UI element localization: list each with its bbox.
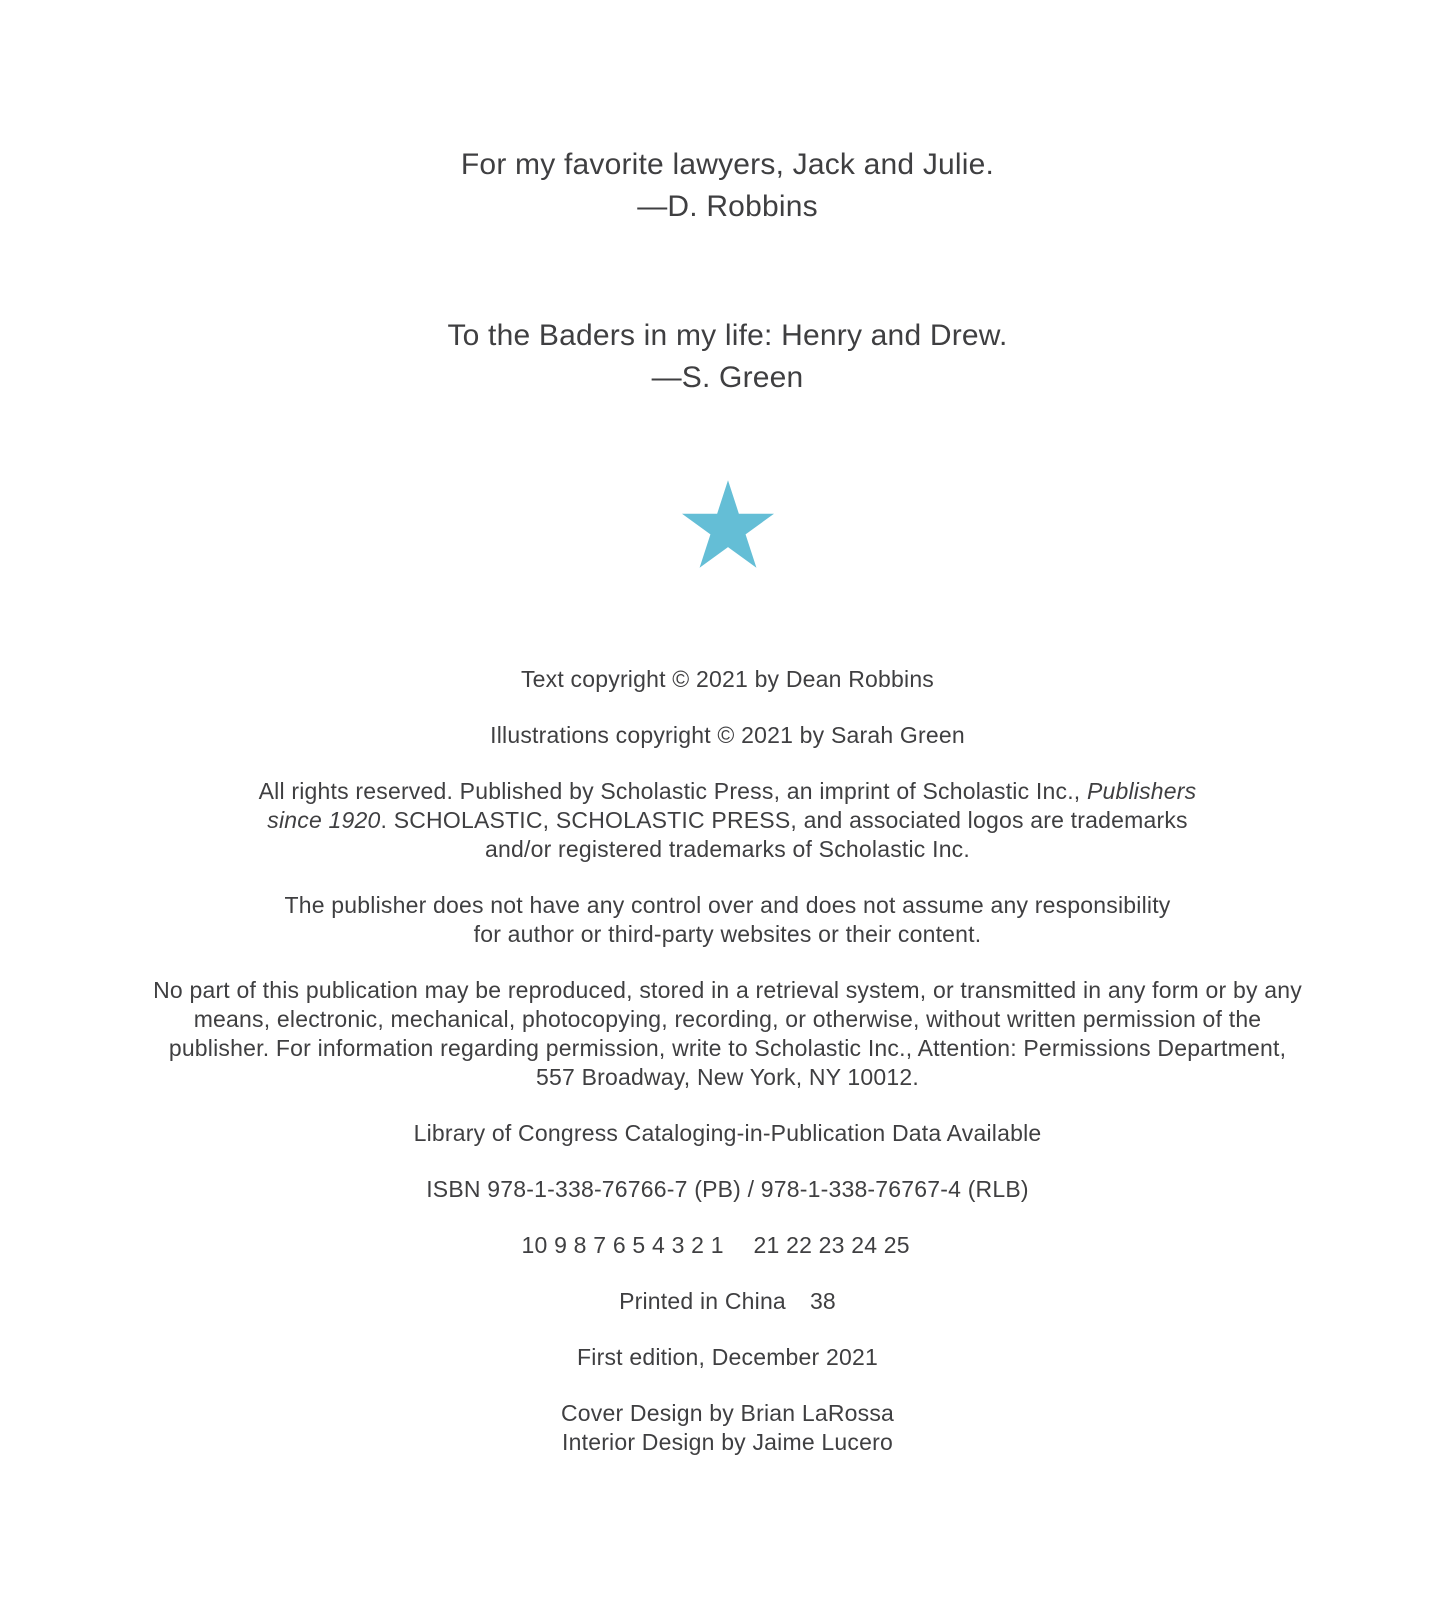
year-line: 21 22 23 24 25 [753, 1232, 910, 1258]
isbn: ISBN 978-1-338-76766-7 (PB) / 978-1-338-76767-4 (RLB) [426, 1176, 1029, 1202]
reproduction-notice: No part of this publication may be reproduced, stored in a retrieval system, or transmitted in any form or by any means, electronic, mechanical, photocopying, recording, or otherwise, without written permission of the publisher. For information regarding permission, write to Scholastic Inc., Attention: Permissions Department, 557 Broadway, New York, NY 10012. [153, 977, 1302, 1090]
copyright-block [0, 665, 1455, 1457]
dedication-text: To the Baders in my life: Henry and Drew. [447, 319, 1008, 352]
printed-code: 38 [809, 1288, 836, 1314]
rights-text-part2: . SCHOLASTIC, SCHOLASTIC PRESS, and associated logos are trademarks and/or registered trademarks of Scholastic Inc. [380, 807, 1188, 862]
edition: First edition, December 2021 [577, 1344, 878, 1370]
dedication-signature: —S. Green [651, 361, 804, 394]
dedication-green [0, 315, 1455, 399]
printed-in [0, 1287, 1455, 1316]
dedication-robbins [0, 144, 1455, 228]
cip-data: Library of Congress Cataloging-in-Publication Data Available [413, 1120, 1042, 1146]
star-icon [682, 480, 774, 568]
rights-text-part1: All rights reserved. Published by Scholastic Press, an imprint of Scholastic Inc., [258, 778, 1087, 804]
printing-numbers [0, 1231, 1455, 1260]
publisher-disclaimer: The publisher does not have any control over and does not assume any responsibility for author or third-party websites or their content. [284, 892, 1171, 947]
printing-line: 10 9 8 7 6 5 4 3 2 1 [521, 1232, 724, 1258]
printed-in-country: Printed in China [619, 1288, 786, 1314]
rights-italic-tagline: Publishers since 1920 [267, 778, 1197, 833]
rights-statement [248, 777, 1208, 864]
illustrations-copyright: Illustrations copyright © 2021 by Sarah Green [490, 722, 965, 748]
dedication-text: For my favorite lawyers, Jack and Julie. [460, 148, 995, 181]
text-copyright: Text copyright © 2021 by Dean Robbins [520, 666, 935, 692]
interior-design-credit: Interior Design by Jaime Lucero [562, 1429, 893, 1455]
dedication-signature: —D. Robbins [637, 190, 818, 223]
design-credits [0, 1399, 1455, 1457]
cover-design-credit: Cover Design by Brian LaRossa [560, 1400, 895, 1426]
